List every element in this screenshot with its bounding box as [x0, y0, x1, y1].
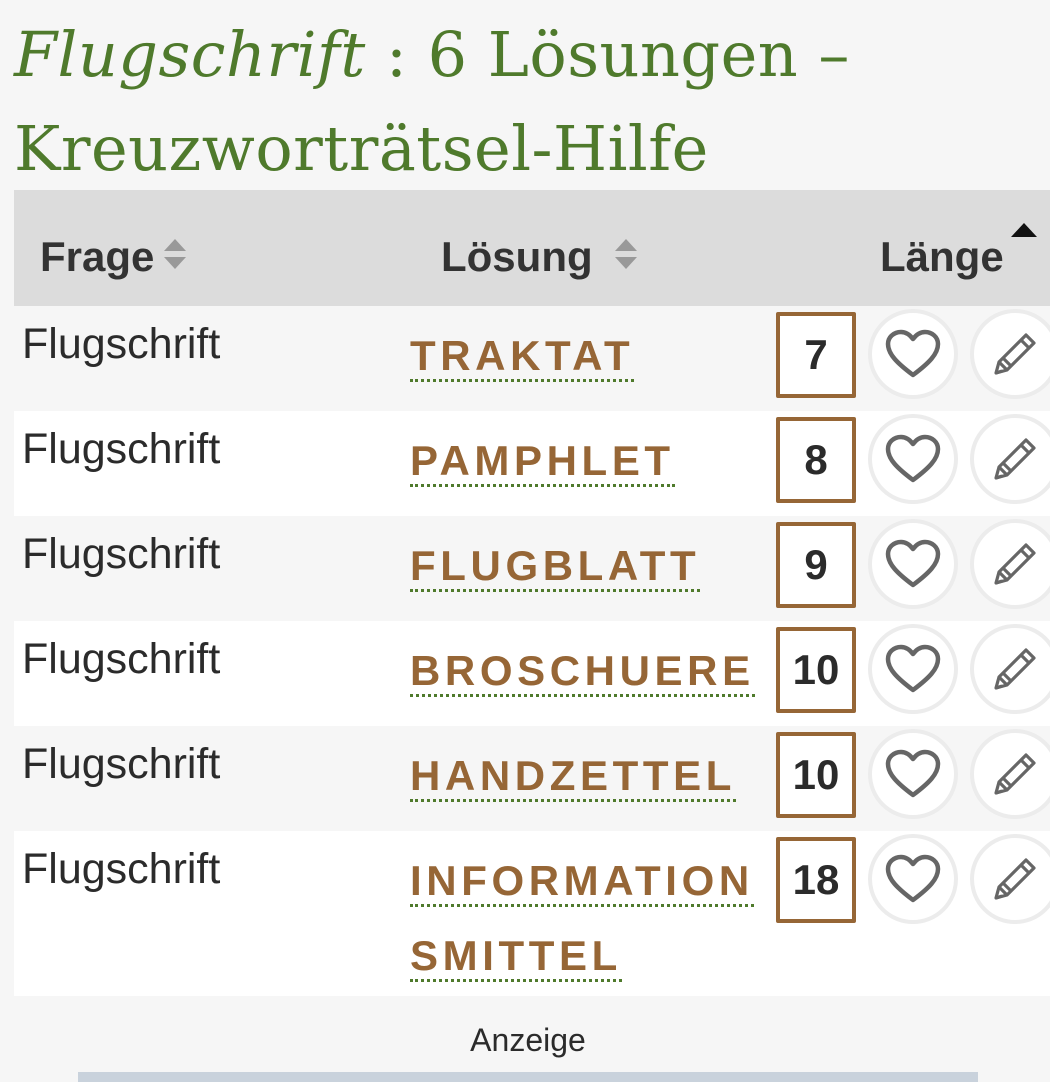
favorite-button[interactable]	[868, 309, 958, 399]
question-cell: Flugschrift	[22, 635, 221, 683]
sort-both-icon	[613, 235, 639, 273]
table-header	[14, 190, 1050, 306]
column-header-question-label: Frage	[40, 233, 155, 280]
answer-link[interactable]: FLUGBLATT	[410, 542, 700, 592]
table-row	[14, 831, 1050, 996]
length-badge: 10	[776, 732, 856, 818]
answer-cell	[410, 633, 770, 708]
answer-cell	[410, 843, 770, 993]
table-row	[14, 516, 1050, 621]
edit-button[interactable]	[970, 414, 1050, 504]
column-header-question[interactable]	[40, 190, 188, 306]
question-cell: Flugschrift	[22, 740, 221, 788]
favorite-button[interactable]	[868, 729, 958, 819]
length-badge: 8	[776, 417, 856, 503]
ad-banner[interactable]	[78, 1072, 978, 1082]
column-header-length-label: Länge	[880, 233, 1004, 280]
edit-button[interactable]	[970, 624, 1050, 714]
column-header-answer-label: Lösung	[441, 233, 593, 280]
favorite-button[interactable]	[868, 834, 958, 924]
answer-link[interactable]: BROSCHUERE	[410, 647, 755, 697]
ad-label: Anzeige	[470, 1022, 586, 1058]
table-row	[14, 621, 1050, 726]
sort-both-icon	[162, 235, 188, 273]
length-badge: 7	[776, 312, 856, 398]
answer-link[interactable]: TRAKTAT	[410, 332, 634, 382]
table-row	[14, 726, 1050, 831]
page-title	[14, 8, 1034, 196]
column-header-length[interactable]	[880, 190, 1038, 306]
question-cell: Flugschrift	[22, 845, 221, 893]
answer-cell	[410, 318, 770, 393]
edit-button[interactable]	[970, 729, 1050, 819]
answer-cell	[410, 738, 770, 813]
answer-cell	[410, 423, 770, 498]
results-table	[14, 190, 1050, 996]
question-cell: Flugschrift	[22, 425, 221, 473]
column-header-answer[interactable]	[441, 190, 639, 306]
favorite-button[interactable]	[868, 414, 958, 504]
table-body	[14, 306, 1050, 996]
table-row	[14, 411, 1050, 516]
edit-button[interactable]	[970, 834, 1050, 924]
edit-button[interactable]	[970, 309, 1050, 399]
edit-button[interactable]	[970, 519, 1050, 609]
sort-ascending-icon	[1010, 222, 1038, 238]
favorite-button[interactable]	[868, 519, 958, 609]
question-cell: Flugschrift	[22, 320, 221, 368]
length-badge: 9	[776, 522, 856, 608]
length-badge: 18	[776, 837, 856, 923]
answer-link[interactable]: HANDZETTEL	[410, 752, 736, 802]
length-badge: 10	[776, 627, 856, 713]
question-cell: Flugschrift	[22, 530, 221, 578]
title-suffix: : 6 Lösungen – Kreuzworträtsel-Hilfe	[14, 18, 850, 185]
answer-cell	[410, 528, 770, 603]
answer-link[interactable]: PAMPHLET	[410, 437, 675, 487]
answer-link[interactable]: INFORMATIONSMITTEL	[410, 857, 754, 982]
title-search-term: Flugschrift	[14, 18, 366, 91]
table-row	[14, 306, 1050, 411]
favorite-button[interactable]	[868, 624, 958, 714]
